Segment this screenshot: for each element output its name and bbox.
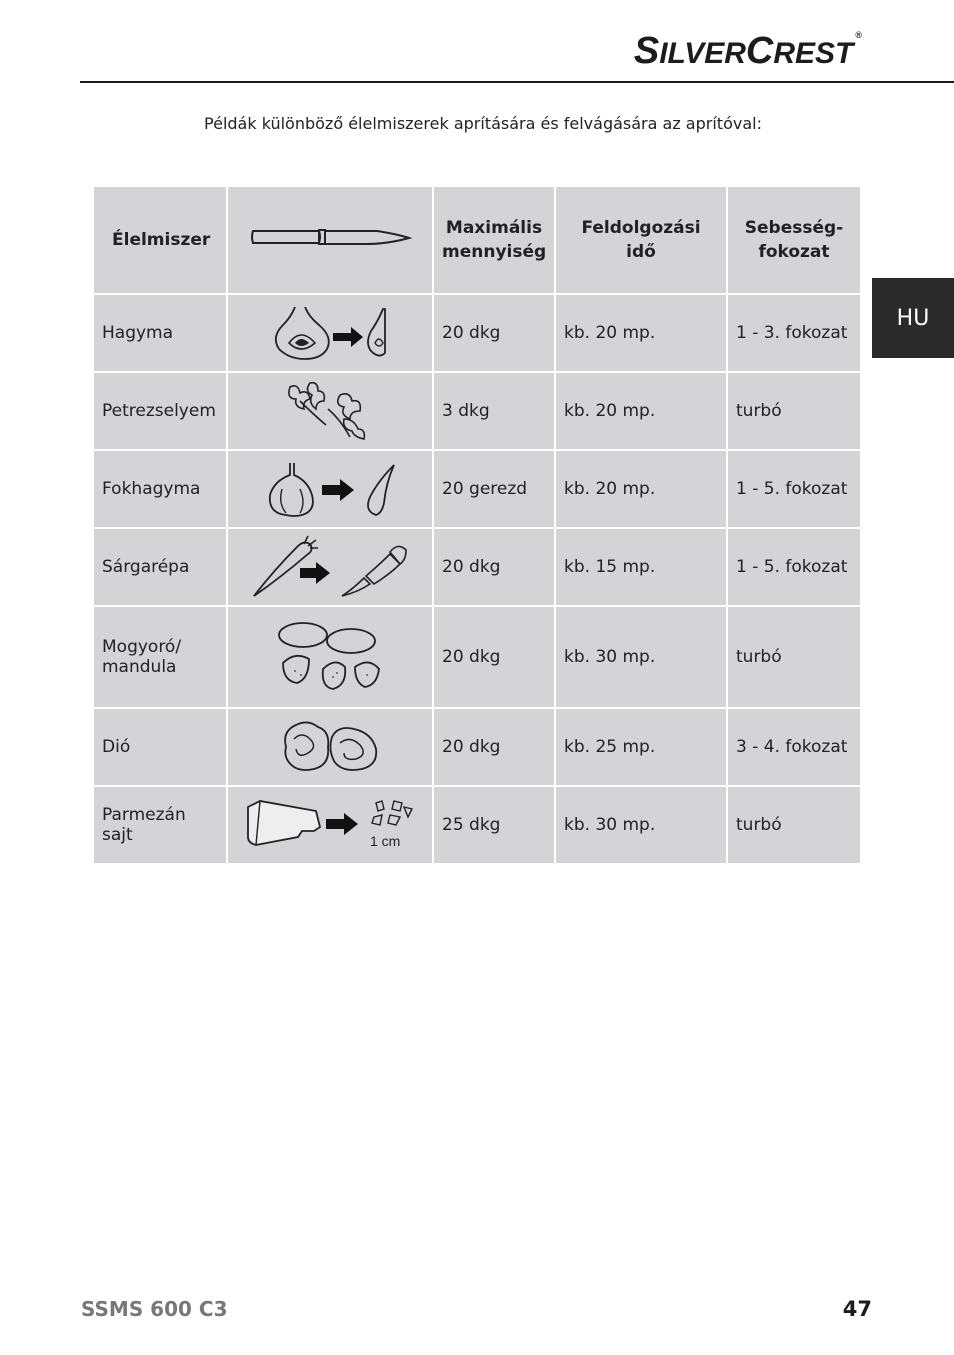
table-row bbox=[93, 450, 861, 528]
header-speed: Sebesség- fokozat bbox=[727, 186, 861, 294]
cell-speed: turbó bbox=[727, 606, 861, 708]
cell-time: kb. 25 mp. bbox=[555, 708, 727, 786]
table-row bbox=[93, 294, 861, 372]
intro-text: Példák különböző élelmiszerek aprítására és felvágására az aprítóval: bbox=[204, 114, 762, 133]
cell-time: kb. 20 mp. bbox=[555, 294, 727, 372]
cell-qty: 20 dkg bbox=[433, 606, 555, 708]
cell-speed: 3 - 4. fokozat bbox=[727, 708, 861, 786]
cell-food: Hagyma bbox=[93, 294, 227, 372]
food-processing-table bbox=[92, 185, 862, 865]
parsley-icon bbox=[280, 379, 380, 443]
cell-food: Petrezselyem bbox=[93, 372, 227, 450]
cell-food: Fokhagyma bbox=[93, 450, 227, 528]
table-row bbox=[93, 708, 861, 786]
cell-speed: 1 - 3. fokozat bbox=[727, 294, 861, 372]
table-row bbox=[93, 606, 861, 708]
language-tab: HU bbox=[872, 278, 954, 358]
cell-speed: turbó bbox=[727, 372, 861, 450]
cell-qty: 20 dkg bbox=[433, 708, 555, 786]
cell-qty: 20 gerezd bbox=[433, 450, 555, 528]
cell-qty: 20 dkg bbox=[433, 528, 555, 606]
cell-time: kb. 20 mp. bbox=[555, 450, 727, 528]
cell-time: kb. 15 mp. bbox=[555, 528, 727, 606]
table-row bbox=[93, 786, 861, 864]
header-food: Élelmiszer bbox=[93, 186, 227, 294]
onion-icon bbox=[265, 303, 395, 363]
cell-food: Mogyoró/ mandula bbox=[93, 606, 227, 708]
table-row bbox=[93, 528, 861, 606]
cell-speed: 1 - 5. fokozat bbox=[727, 528, 861, 606]
nuts-icon bbox=[275, 617, 385, 697]
header-rule bbox=[80, 81, 954, 83]
table-header-row bbox=[93, 186, 861, 294]
brand-logo: SILVERCREST® bbox=[633, 30, 862, 72]
walnut-icon bbox=[278, 717, 382, 777]
header-max-qty: Maximális mennyiség bbox=[433, 186, 555, 294]
cell-food: Sárgarépa bbox=[93, 528, 227, 606]
parmesan-size-caption: 1 cm bbox=[370, 833, 401, 849]
cell-qty: 3 dkg bbox=[433, 372, 555, 450]
footer-model: SSMS 600 C3 bbox=[81, 1297, 228, 1321]
registered-mark: ® bbox=[855, 30, 862, 40]
table-row bbox=[93, 372, 861, 450]
footer-page-number: 47 bbox=[842, 1297, 872, 1321]
cell-time: kb. 30 mp. bbox=[555, 786, 727, 864]
cell-food: Dió bbox=[93, 708, 227, 786]
cell-food: Parmezán sajt bbox=[93, 786, 227, 864]
garlic-icon bbox=[260, 459, 400, 519]
knife-icon bbox=[247, 222, 413, 252]
cell-speed: 1 - 5. fokozat bbox=[727, 450, 861, 528]
header-knife bbox=[227, 186, 433, 294]
cell-qty: 25 dkg bbox=[433, 786, 555, 864]
parmesan-illustration bbox=[244, 797, 416, 853]
cell-time: kb. 20 mp. bbox=[555, 372, 727, 450]
header-time: Feldolgozási idő bbox=[555, 186, 727, 294]
carrot-icon bbox=[250, 534, 410, 600]
cell-time: kb. 30 mp. bbox=[555, 606, 727, 708]
cell-qty: 20 dkg bbox=[433, 294, 555, 372]
cell-speed: turbó bbox=[727, 786, 861, 864]
